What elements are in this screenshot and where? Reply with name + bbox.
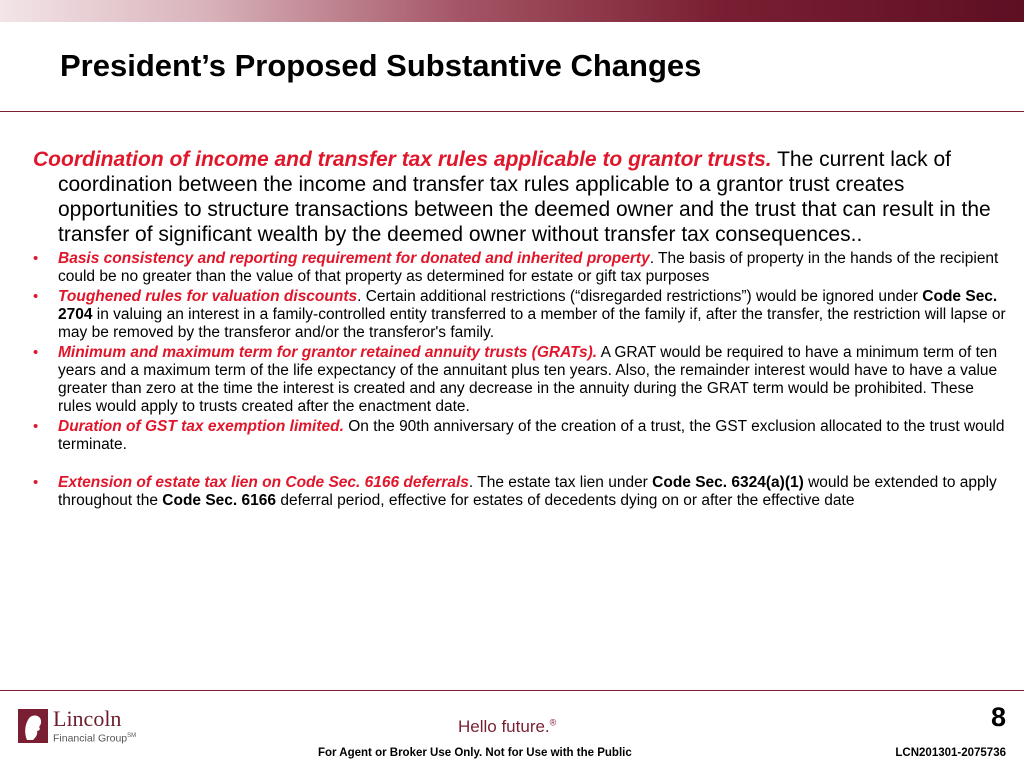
bullet-marker: •	[33, 474, 39, 491]
page-number: 8	[990, 702, 1006, 732]
bullet-list	[33, 250, 1008, 510]
bullet-body: . The estate tax lien under	[468, 474, 653, 491]
bullet-heading: Toughened rules for valuation discounts	[58, 288, 358, 305]
bullet-item-estate-tax-lien	[33, 474, 1008, 510]
bullet-heading: Duration of GST tax exemption limited.	[58, 418, 344, 435]
bullet-item-gst-exemption	[33, 418, 1008, 454]
footer-divider	[0, 690, 1024, 691]
code-reference: Code Sec. 6324(a)(1)	[652, 474, 804, 491]
title-divider	[0, 111, 1024, 112]
slide-body	[33, 147, 1008, 512]
bullet-item-grat-term	[33, 344, 1008, 416]
document-code: LCN201301-2075736	[895, 747, 1006, 759]
usage-disclaimer: For Agent or Broker Use Only. Not for Use with the Public	[318, 747, 632, 759]
tagline: Hello future.®	[458, 717, 557, 736]
bullet-item-valuation-discounts	[33, 288, 1008, 342]
logo-wordmark	[53, 705, 137, 745]
bullet-body: would be extended to apply throughout the	[58, 474, 997, 509]
code-reference: Code Sec. 6166	[162, 492, 277, 509]
bullet-body: A GRAT would be required to have a minimum term of ten years and a maximum term of the life expectancy of the annuitant plus ten years. Also, the remainder interest would have to have a value greater than zero at the time the interest is created and any decrease in the annuity during the GRAT term would be prohibited. These rules would apply to trusts created after the enactment date.	[58, 344, 998, 415]
bullet-heading: Minimum and maximum term for grantor retained annuity trusts (GRATs).	[58, 344, 598, 361]
bullet-marker: •	[33, 288, 39, 305]
logo-name: Lincoln	[53, 705, 122, 731]
header-gradient-bar	[0, 0, 1024, 22]
bullet-body: On the 90th anniversary of the creation of a trust, the GST exclusion allocated to the trust would terminate.	[58, 418, 1005, 453]
bullet-body: . Certain additional restrictions (“disregarded restrictions”) would be ignored under	[357, 288, 923, 305]
lincoln-logo	[18, 707, 136, 745]
bullet-marker: •	[33, 344, 39, 361]
bullet-item-basis-consistency	[33, 250, 1008, 286]
lead-body: The current lack of coordination between the income and transfer tax rules applicable to a grantor trust creates opportunities to structure transactions between the deemed owner and the trust that can result in the transfer of significant wealth by the deemed owner without transfer tax consequences..	[58, 148, 991, 246]
bullet-body: deferral period, effective for estates of decedents dying on or after the effective date	[276, 492, 855, 509]
bullet-marker: •	[33, 250, 39, 267]
code-reference: Code Sec. 2704	[58, 288, 998, 323]
lead-paragraph	[33, 147, 1008, 247]
bullet-body: . The basis of property in the hands of the recipient could be no greater than the value of that property as determined for estate or gift tax purposes	[58, 250, 999, 285]
bullet-heading: Extension of estate tax lien on Code Sec. 6166 deferrals	[58, 474, 469, 491]
bullet-body: in valuing an interest in a family-controlled entity transferred to a member of the family if, after the transfer, the restriction will lapse or may be removed by the transferor and/or the transferor's family.	[58, 306, 1006, 341]
bullet-marker: •	[33, 418, 39, 435]
lead-heading: Coordination of income and transfer tax rules applicable to grantor trusts.	[33, 148, 772, 171]
bullet-heading: Basis consistency and reporting requirement for donated and inherited property	[58, 250, 650, 267]
lincoln-portrait-icon	[18, 707, 48, 745]
slide-title: President’s Proposed Substantive Changes	[60, 48, 702, 83]
logo-subtitle: Financial Group℠	[53, 732, 137, 745]
